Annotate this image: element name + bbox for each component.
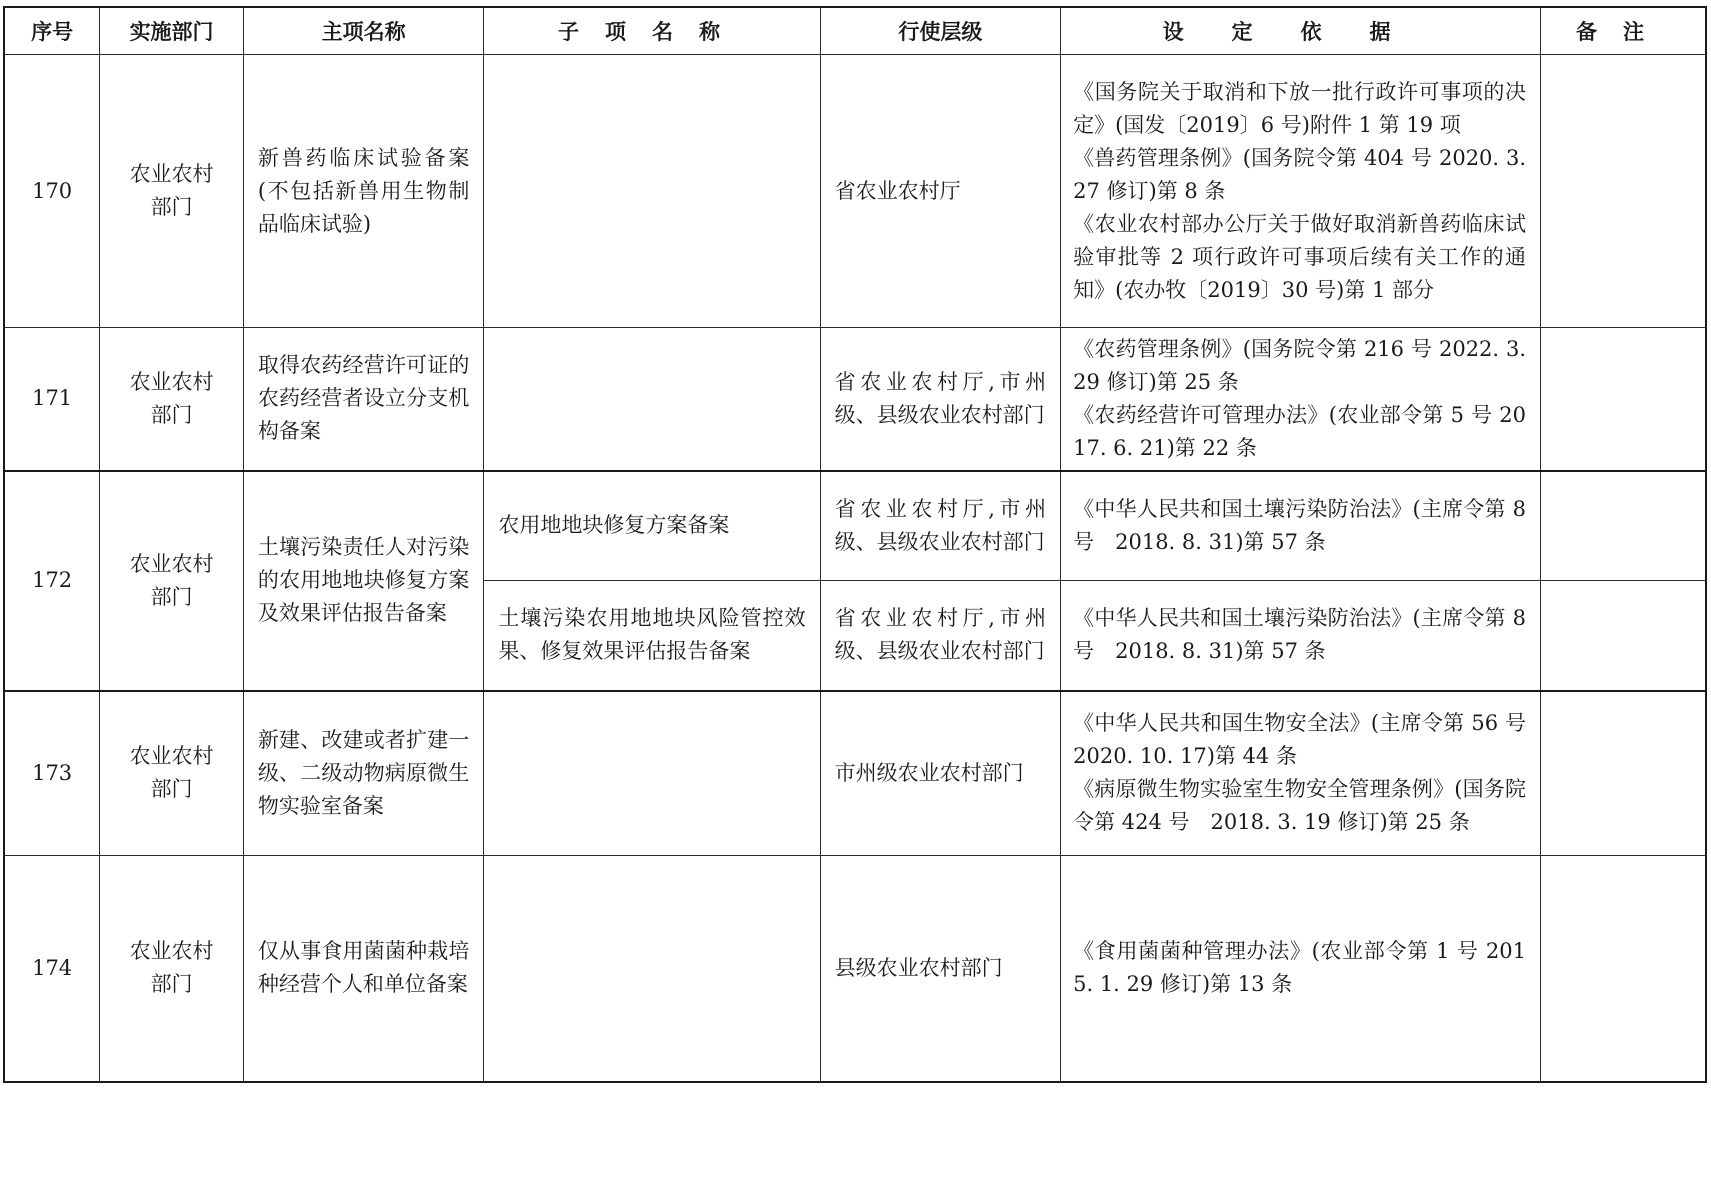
row-basis (1061, 581, 1541, 691)
row-sub-item (484, 328, 820, 471)
dept-line: 部门 (150, 972, 193, 997)
header-seq: 序号 (4, 7, 100, 55)
row-main-item: 取得农药经营许可证的农药经营者设立分支机构备案 (243, 328, 483, 471)
row-main-item: 新兽药临床试验备案(不包括新兽用生物制品临床试验) (243, 55, 483, 328)
dept-line: 部门 (150, 195, 193, 219)
table-row (4, 328, 1706, 471)
row-dept (100, 328, 244, 471)
row-sub-item (484, 691, 820, 856)
table-row (4, 471, 1706, 581)
dept-line: 农业农村 (129, 369, 214, 394)
dept-line: 农业农村 (129, 939, 214, 964)
row-level: 省农业农村厅,市州级、县级农业农村部门 (820, 581, 1060, 691)
dept-line: 农业农村 (129, 744, 214, 769)
header-basis: 设定依据 (1061, 7, 1541, 55)
table-row (4, 691, 1706, 856)
row-level: 县级农业农村部门 (820, 856, 1060, 1082)
row-main-item: 新建、改建或者扩建一级、二级动物病原微生物实验室备案 (243, 691, 483, 856)
header-sub-item: 子项名称 (484, 7, 820, 55)
basis-line: 《中华人民共和国土壤污染防治法》(主席令第 8 号 2018. 8. 31)第 57 条 (1073, 496, 1527, 554)
basis-line: 《国务院关于取消和下放一批行政许可事项的决定》(国发〔2019〕6 号)附件 1 第 19 项 (1073, 79, 1527, 137)
row-level: 省农业农村厅,市州级、县级农业农村部门 (820, 471, 1060, 581)
basis-line: 《农药经营许可管理办法》(农业部令第 5 号 2017. 6. 21)第 22 条 (1073, 402, 1527, 460)
document-page (3, 6, 1707, 1083)
dept-line: 农业农村 (129, 162, 214, 186)
row-seq: 174 (4, 856, 100, 1082)
administrative-filing-table (3, 6, 1707, 1083)
header-note: 备注 (1541, 7, 1706, 55)
row-note (1541, 328, 1706, 471)
row-sub-item: 农用地地块修复方案备案 (484, 471, 820, 581)
row-seq: 171 (4, 328, 100, 471)
row-basis (1061, 691, 1548, 856)
row-level: 市州级农业农村部门 (820, 691, 1060, 856)
row-seq: 173 (4, 691, 100, 856)
basis-line: 《病原微生物实验室生物安全管理条例》(国务院令第 424 号 2018. 3. 19 修订)第 25 条 (1073, 777, 1527, 835)
row-seq: 172 (4, 471, 100, 691)
basis-line: 《农业农村部办公厅关于做好取消新兽药临床试验审批等 2 项行政许可事项后续有关工作的通知》(农办牧〔2019〕30 号)第 1 部分 (1073, 211, 1527, 302)
row-sub-item: 土壤污染农用地地块风险管控效果、修复效果评估报告备案 (484, 581, 820, 691)
row-sub-item (484, 856, 820, 1082)
header-row (4, 7, 1706, 55)
header-level: 行使层级 (820, 7, 1060, 55)
row-dept (100, 691, 244, 856)
dept-line: 农业农村 (129, 551, 214, 576)
row-sub-item (484, 55, 820, 328)
row-basis (1061, 856, 1541, 1082)
table-row (4, 55, 1706, 328)
row-main-item: 仅从事食用菌菌种栽培种经营个人和单位备案 (243, 856, 483, 1082)
row-level: 省农业农村厅 (820, 55, 1060, 328)
row-basis (1061, 471, 1541, 581)
row-note (1541, 471, 1706, 581)
row-dept (100, 471, 244, 691)
basis-line: 《兽药管理条例》(国务院令第 404 号 2020. 3. 27 修订)第 8 条 (1073, 145, 1527, 203)
header-dept: 实施部门 (100, 7, 244, 55)
row-note (1541, 581, 1706, 691)
row-level: 省农业农村厅,市州级、县级农业农村部门 (820, 328, 1060, 471)
row-note (1541, 691, 1706, 856)
row-note (1541, 856, 1706, 1082)
basis-line: 《中华人民共和国土壤污染防治法》(主席令第 8 号 2018. 8. 31)第 57 条 (1073, 606, 1527, 664)
basis-line: 《食用菌菌种管理办法》(农业部令第 1 号 2015. 1. 29 修订)第 13 条 (1073, 939, 1527, 997)
dept-line: 部门 (150, 402, 193, 427)
row-note (1541, 55, 1706, 328)
basis-line: 《中华人民共和国生物安全法》(主席令第 56 号 2020. 10. 17)第 44 条 (1073, 711, 1548, 769)
row-basis (1061, 55, 1541, 328)
dept-line: 部门 (150, 584, 193, 609)
basis-line: 《农药管理条例》(国务院令第 216 号 2022. 3. 29 修订)第 25 条 (1073, 336, 1527, 394)
row-seq: 170 (4, 55, 100, 328)
dept-line: 部门 (150, 777, 193, 802)
header-main-item: 主项名称 (243, 7, 483, 55)
row-dept (100, 856, 244, 1082)
row-main-item: 土壤污染责任人对污染的农用地地块修复方案及效果评估报告备案 (243, 471, 483, 691)
table-row (4, 856, 1706, 1082)
row-dept (100, 55, 244, 328)
row-basis (1061, 328, 1541, 471)
